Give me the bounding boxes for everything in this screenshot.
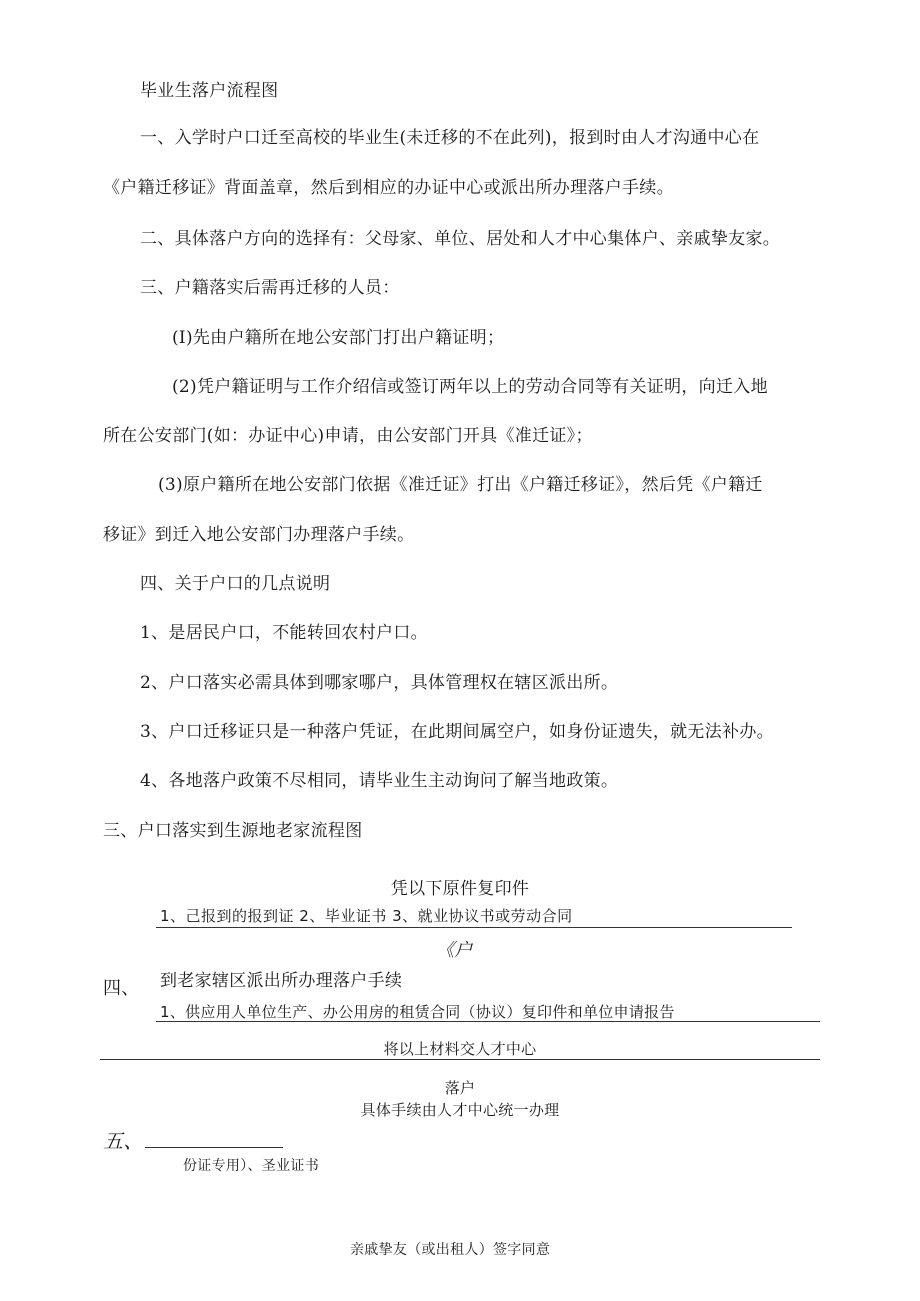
flowchart-box-1-underline <box>156 927 792 928</box>
section-3-heading: 三、户籍落实后需再迁移的人员： <box>140 278 400 298</box>
section-1-line-2: 《户籍迁移证》背面盖章，然后到相应的办证中心或派出所办理落户手续。 <box>103 178 674 198</box>
section-4-item-1: 1、是居民户口，不能转回农村户口。 <box>140 623 428 643</box>
section-3-item-3-line-1: (3)原户籍所在地公安部门依据《准迁证》打出《户籍迁移证》，然后凭《户籍迁 <box>158 475 763 495</box>
section-1-line-1: 一、入学时户口迁至高校的毕业生(未迁移的不在此列)，报到时由人才沟通中心在 <box>140 128 760 148</box>
flowchart-section-4-label: 四、 <box>103 978 140 999</box>
flowchart-section-5-underline <box>145 1147 283 1148</box>
section-3-item-2-line-1: (2)凭户籍证明与工作介绍信或签订两年以上的劳动合同等有关证明，向迁入地 <box>172 377 768 397</box>
section-3-item-2-line-2: 所在公安部门(如：办证中心)申请，由公安部门开具《准迁证》； <box>103 426 593 446</box>
flowchart-unit-underline <box>156 1021 820 1022</box>
flowchart-submit-line: 将以上材料交人才中心 <box>383 1040 537 1058</box>
section-4-heading: 四、关于户口的几点说明 <box>140 574 331 594</box>
flowchart-section-5-label: 五、 <box>103 1129 144 1153</box>
section-2: 二、具体落户方向的选择有：父母家、单位、居处和人才中心集体户、亲戚挚友家。 <box>140 229 781 249</box>
flowchart-luohu: 落户 <box>444 1079 476 1097</box>
section-4-item-3: 3、户口迁移证只是一种落户凭证，在此期间属空户，如身份证遗失，就无法补办。 <box>140 722 774 742</box>
flowchart-box-1-items: 1、己报到的报到证 2、毕业证书 3、就业协议书或劳动合同 <box>160 907 573 925</box>
flowchart-box-1-title: 凭以下原件复印件 <box>390 879 530 899</box>
section-3-item-3-line-2: 移证》到迁入地公安部门办理落户手续。 <box>103 525 415 545</box>
flowchart-heading: 三、户口落实到生源地老家流程图 <box>103 821 363 841</box>
flowchart-section-4-text: 到老家辖区派出所办理落户手续 <box>160 971 403 991</box>
section-4-item-4: 4、各地落户政策不尽相同，请毕业生主动询问了解当地政策。 <box>140 771 619 791</box>
flowchart-submit-underline <box>100 1059 820 1060</box>
page-title: 毕业生落户流程图 <box>140 81 279 101</box>
flowchart-relative-consent: 亲戚挚友（或出租人）签字同意 <box>350 1242 551 1258</box>
flowchart-id-fragment: 份证专用）、圣业证书 <box>183 1158 319 1174</box>
section-3-item-1: (I)先由户籍所在地公安部门打出户籍证明； <box>172 328 505 348</box>
flowchart-procedure: 具体手续由人才中心统一办理 <box>360 1101 560 1119</box>
flowchart-unit-line: 1、供应用人单位生产、办公用房的租赁合同（协议）复印件和单位申请报告 <box>160 1003 675 1021</box>
section-4-item-2: 2、户口落实必需具体到哪家哪户，具体管理权在辖区派出所。 <box>140 673 619 693</box>
flowchart-fragment: 《户 <box>436 940 473 961</box>
